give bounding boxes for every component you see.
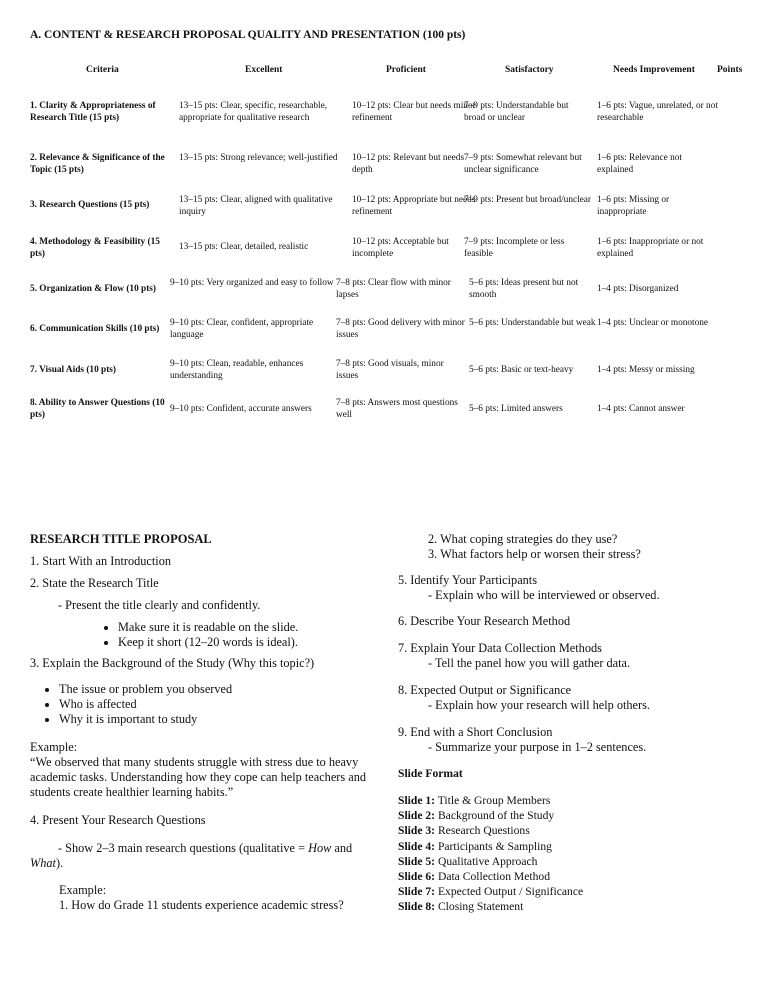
row-excellent: 9–10 pts: Clear, confident, appropriate language: [170, 318, 314, 340]
list-item: • Who is affected: [59, 697, 375, 712]
section-a-title: A. CONTENT & RESEARCH PROPOSAL QUALITY AND PRESENTATION (100 pts): [30, 29, 466, 41]
list-item: • Keep it short (12–20 words is ideal).: [118, 635, 375, 650]
row-criteria: 4. Methodology & Feasibility (15 pts): [30, 237, 160, 259]
list-item: Slide 1: Title & Group Members: [398, 794, 551, 807]
row-excellent: 13–15 pts: Strong relevance; well-justified: [179, 153, 338, 163]
row-needs-improvement: 1–4 pts: Disorganized: [597, 284, 679, 294]
step-9: 9. End with a Short Conclusion: [398, 725, 553, 739]
step-5-sub: - Explain who will be interviewed or observed.: [428, 588, 660, 602]
list-item: Slide 7: Expected Output / Significance: [398, 885, 584, 899]
row-excellent: 13–15 pts: Clear, specific, researchable, appropriate for qualitative research: [179, 101, 328, 123]
row-needs-improvement: 1–6 pts: Relevance not explained: [597, 153, 682, 175]
row-needs-improvement: 1–4 pts: Unclear or monotone: [597, 318, 709, 328]
slide-format-title: Slide Format: [398, 767, 463, 780]
row-proficient: 7–8 pts: Clear flow with minor lapses: [336, 278, 451, 300]
header-proficient: Proficient: [386, 65, 426, 75]
list-item: • The issue or problem you observed: [59, 682, 375, 697]
example-quote: “We observed that many students struggle with stress due to heavy academic tasks. Understanding how they cope can help teachers and students create healthier learning habits.”: [30, 755, 366, 799]
row-satisfactory: 7–9 pts: Understandable but broad or unclear: [464, 101, 569, 123]
row-criteria: 7. Visual Aids (10 pts): [30, 365, 117, 375]
list-item: Slide 2: Background of the Study: [398, 809, 555, 823]
row-proficient: 10–12 pts: Clear but needs minor refinement: [352, 101, 476, 123]
row-excellent: 13–15 pts: Clear, aligned with qualitative inquiry: [179, 195, 333, 217]
row-excellent: 13–15 pts: Clear, detailed, realistic: [179, 242, 309, 252]
header-satisfactory: Satisfactory: [505, 65, 554, 75]
list-item: • Make sure it is readable on the slide.: [118, 620, 375, 635]
list-item: • Why it is important to study: [59, 712, 375, 727]
row-criteria: 6. Communication Skills (10 pts): [30, 324, 160, 334]
research-question-2: 2. What coping strategies do they use?: [428, 532, 618, 546]
row-proficient: 7–8 pts: Answers most questions well: [336, 398, 458, 420]
list-item: Slide 8: Closing Statement: [398, 900, 524, 914]
proposal-left-column: [30, 532, 375, 913]
row-proficient: 10–12 pts: Relevant but needs depth: [352, 153, 465, 175]
row-criteria: 3. Research Questions (15 pts): [30, 200, 150, 210]
example-label: Example:: [30, 740, 78, 754]
row-satisfactory: 5–6 pts: Ideas present but not smooth: [469, 278, 579, 300]
row-excellent: 9–10 pts: Very organized and easy to follow: [170, 278, 334, 288]
row-satisfactory: 5–6 pts: Basic or text-heavy: [469, 365, 574, 375]
step-9-sub: - Summarize your purpose in 1–2 sentences.: [428, 740, 647, 754]
row-needs-improvement: 1–6 pts: Inappropriate or not explained: [597, 237, 704, 259]
research-question-3: 3. What factors help or worsen their stress?: [428, 547, 641, 561]
row-criteria: 5. Organization & Flow (10 pts): [30, 284, 157, 294]
step-3-bullets: [30, 682, 375, 727]
row-needs-improvement: 1–6 pts: Vague, unrelated, or not researchable: [597, 101, 718, 123]
row-proficient: 7–8 pts: Good visuals, minor issues: [336, 359, 444, 381]
row-satisfactory: 7–9 pts: Incomplete or less feasible: [464, 237, 565, 259]
row-satisfactory: 5–6 pts: Limited answers: [469, 404, 563, 414]
step-2-bullets: [30, 620, 375, 650]
row-needs-improvement: 1–6 pts: Missing or inappropriate: [597, 195, 670, 217]
row-satisfactory: 5–6 pts: Understandable but weak: [469, 318, 596, 328]
row-proficient: 7–8 pts: Good delivery with minor issues: [336, 318, 465, 340]
row-needs-improvement: 1–4 pts: Cannot answer: [597, 404, 685, 414]
step-1: 1. Start With an Introduction: [30, 554, 172, 568]
row-criteria: 1. Clarity & Appropriateness of Research Title (15 pts): [30, 101, 156, 123]
step-5: 5. Identify Your Participants: [398, 573, 538, 587]
step-3: 3. Explain the Background of the Study (Why this topic?): [30, 656, 315, 670]
slide-format-list: [398, 793, 748, 915]
row-satisfactory: 7–9 pts: Somewhat relevant but unclear significance: [464, 153, 582, 175]
step-4: 4. Present Your Research Questions: [30, 813, 206, 827]
step-2-sub: - Present the title clearly and confidently.: [58, 598, 261, 612]
step-2: 2. State the Research Title: [30, 576, 159, 590]
row-excellent: 9–10 pts: Clean, readable, enhances understanding: [170, 359, 304, 381]
list-item: Slide 4: Participants & Sampling: [398, 839, 552, 853]
header-criteria: Criteria: [86, 65, 119, 75]
header-needs-improvement: Needs Improvement: [613, 65, 695, 75]
step-7: 7. Explain Your Data Collection Methods: [398, 641, 602, 655]
step-6: 6. Describe Your Research Method: [398, 614, 571, 628]
header-points: Points: [717, 65, 743, 75]
row-criteria: 8. Ability to Answer Questions (10 pts): [30, 398, 165, 420]
row-criteria: 2. Relevance & Significance of the Topic (15 pts): [30, 153, 165, 175]
example-2-label: Example:: [59, 883, 107, 897]
row-proficient: 10–12 pts: Appropriate but needs refinement: [352, 195, 476, 217]
proposal-title: RESEARCH TITLE PROPOSAL: [30, 532, 212, 546]
list-item: Slide 5: Qualitative Approach: [398, 854, 538, 868]
proposal-right-column: [398, 532, 748, 915]
row-proficient: 10–12 pts: Acceptable but incomplete: [352, 237, 449, 259]
header-excellent: Excellent: [245, 65, 283, 75]
step-8-sub: - Explain how your research will help others.: [428, 698, 650, 712]
step-4-sub: - Show 2–3 main research questions (qualitative = How and What).: [30, 841, 353, 870]
list-item: Slide 3: Research Questions: [398, 824, 530, 838]
list-item: Slide 6: Data Collection Method: [398, 870, 550, 884]
row-needs-improvement: 1–4 pts: Messy or missing: [597, 365, 695, 375]
row-excellent: 9–10 pts: Confident, accurate answers: [170, 404, 312, 414]
step-7-sub: - Tell the panel how you will gather data.: [428, 656, 631, 670]
step-8: 8. Expected Output or Significance: [398, 683, 572, 697]
research-question-1: 1. How do Grade 11 students experience academic stress?: [59, 898, 344, 912]
row-satisfactory: 7–9 pts: Present but broad/unclear: [464, 195, 592, 205]
